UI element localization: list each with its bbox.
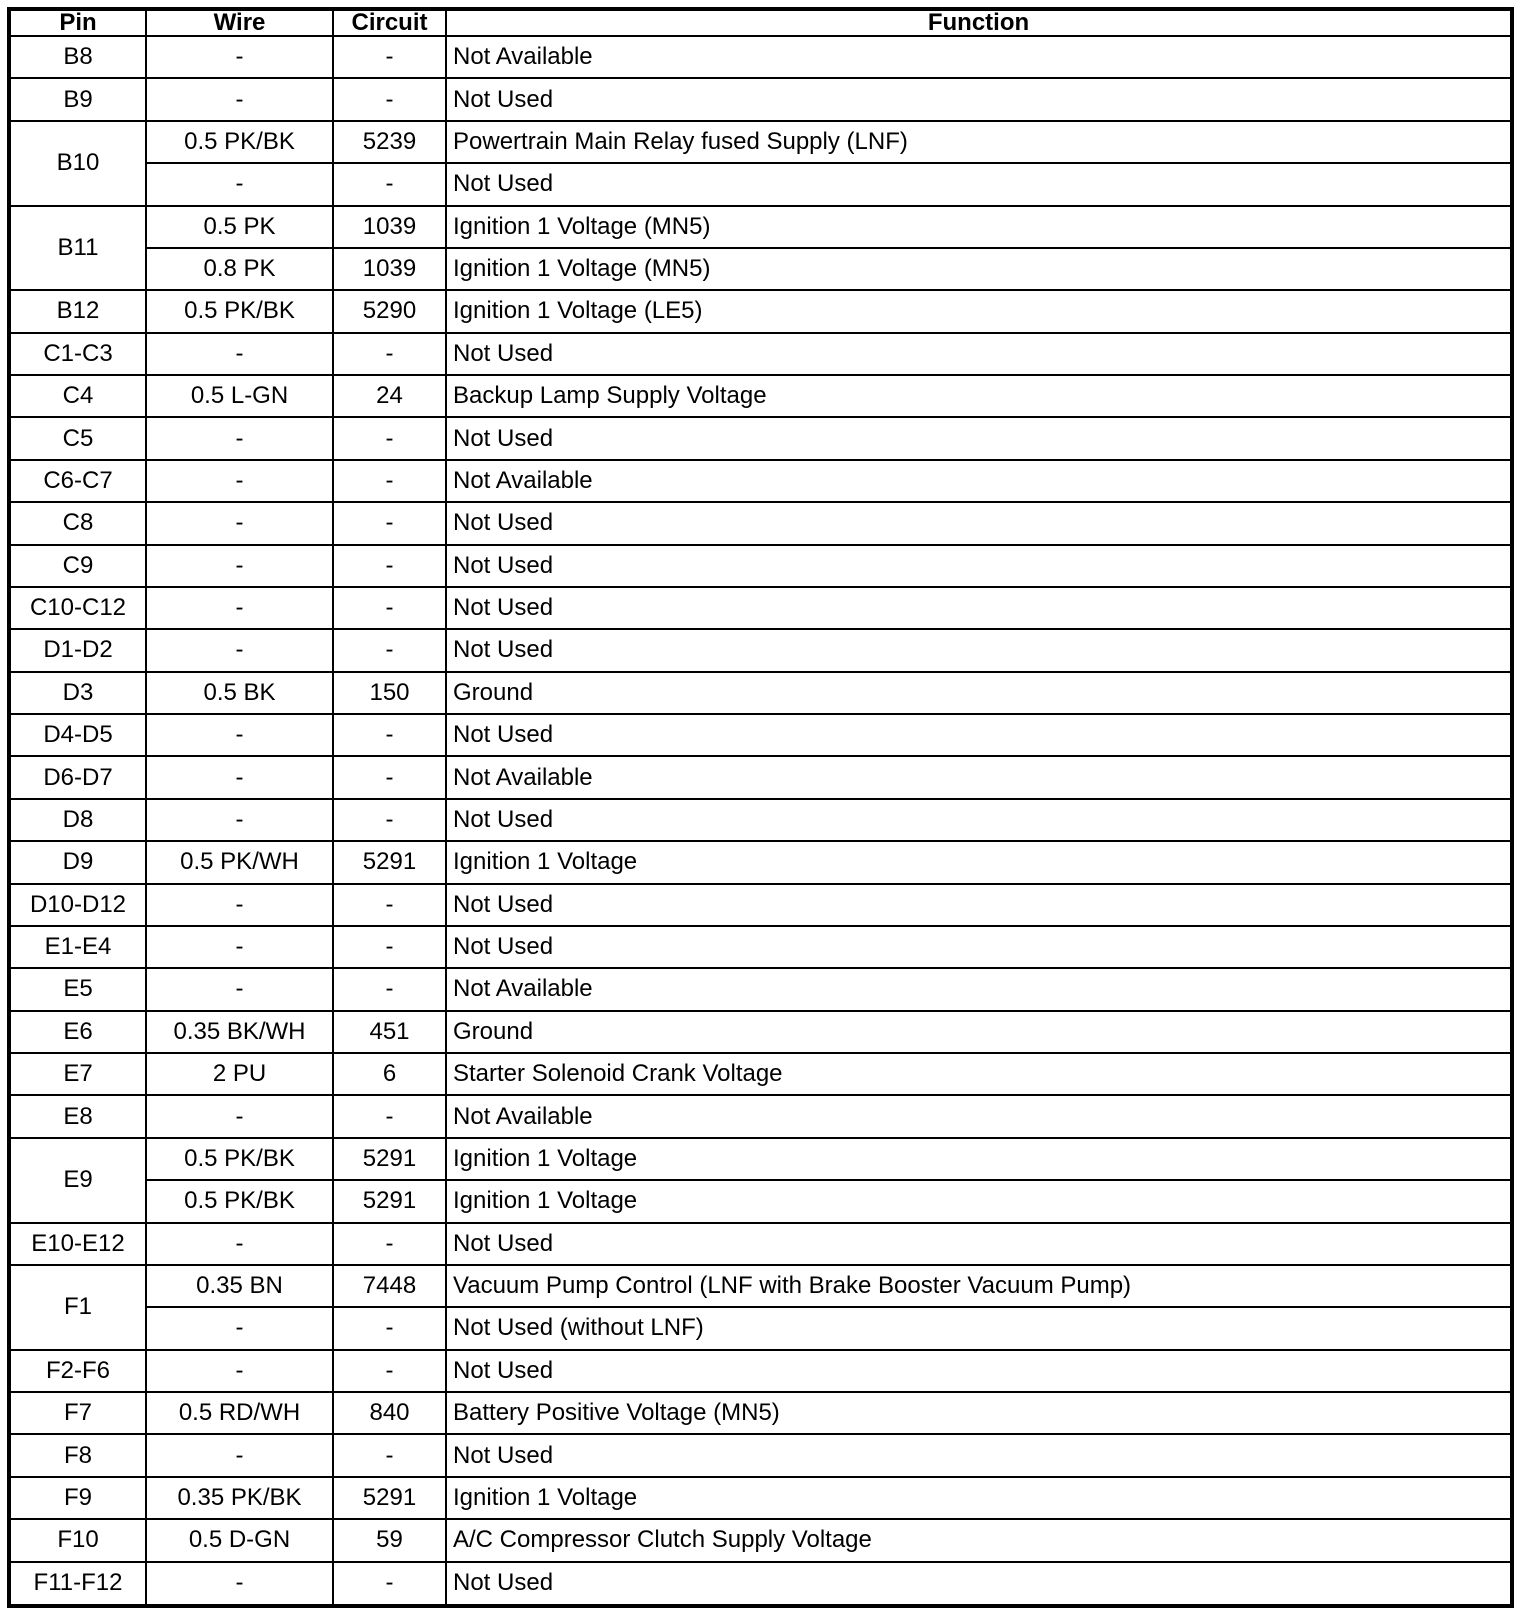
table-row <box>9 884 1512 926</box>
pin-cell: B10 <box>9 121 146 206</box>
wire-cell: - <box>146 926 333 968</box>
table-row <box>9 1477 1512 1519</box>
table-row <box>9 36 1512 78</box>
circuit-cell: 5291 <box>333 1477 446 1519</box>
table-row <box>9 545 1512 587</box>
pin-cell: E10-E12 <box>9 1223 146 1265</box>
wire-cell: 0.5 PK <box>146 206 333 248</box>
circuit-cell: 7448 <box>333 1265 446 1307</box>
circuit-cell: 6 <box>333 1053 446 1095</box>
circuit-cell: - <box>333 545 446 587</box>
wire-cell: 0.5 D-GN <box>146 1519 333 1561</box>
function-cell: Ignition 1 Voltage (LE5) <box>446 290 1512 332</box>
header-row <box>9 9 1512 36</box>
circuit-cell: - <box>333 1223 446 1265</box>
table-row <box>9 799 1512 841</box>
table-row <box>9 163 1512 205</box>
wire-cell: - <box>146 333 333 375</box>
function-cell: Not Used (without LNF) <box>446 1307 1512 1349</box>
function-cell: Not Available <box>446 36 1512 78</box>
circuit-cell: 5291 <box>333 1180 446 1222</box>
pin-cell: D4-D5 <box>9 714 146 756</box>
table-row <box>9 375 1512 417</box>
wire-cell: 0.35 BN <box>146 1265 333 1307</box>
pin-cell: F1 <box>9 1265 146 1350</box>
wire-cell: 0.8 PK <box>146 248 333 290</box>
pin-cell: C4 <box>9 375 146 417</box>
table-row <box>9 629 1512 671</box>
wire-cell: - <box>146 1350 333 1392</box>
pin-cell: E9 <box>9 1138 146 1223</box>
wire-cell: - <box>146 502 333 544</box>
table-row <box>9 1434 1512 1476</box>
circuit-cell: 5239 <box>333 121 446 163</box>
table-row <box>9 1562 1512 1607</box>
function-cell: Ignition 1 Voltage <box>446 1138 1512 1180</box>
function-cell: Not Available <box>446 756 1512 798</box>
table-row <box>9 1307 1512 1349</box>
function-cell: Not Used <box>446 1223 1512 1265</box>
table-row <box>9 248 1512 290</box>
circuit-cell: 150 <box>333 672 446 714</box>
circuit-cell: - <box>333 714 446 756</box>
table-row <box>9 926 1512 968</box>
pin-cell: D10-D12 <box>9 884 146 926</box>
header-pin: Pin <box>9 9 146 36</box>
pin-cell: B12 <box>9 290 146 332</box>
wire-cell: 0.5 BK <box>146 672 333 714</box>
circuit-cell: 5291 <box>333 1138 446 1180</box>
wire-cell: - <box>146 1434 333 1476</box>
pin-cell: C1-C3 <box>9 333 146 375</box>
table-row <box>9 1519 1512 1561</box>
circuit-cell: - <box>333 36 446 78</box>
table-row <box>9 290 1512 332</box>
pin-cell: C6-C7 <box>9 460 146 502</box>
table-row <box>9 1011 1512 1053</box>
wire-cell: - <box>146 36 333 78</box>
wire-cell: 0.5 PK/BK <box>146 1138 333 1180</box>
circuit-cell: - <box>333 1562 446 1607</box>
wire-cell: - <box>146 799 333 841</box>
function-cell: Not Used <box>446 629 1512 671</box>
function-cell: Not Used <box>446 799 1512 841</box>
circuit-cell: - <box>333 926 446 968</box>
pin-table <box>7 7 1514 1608</box>
pin-cell: C5 <box>9 417 146 459</box>
pin-cell: F8 <box>9 1434 146 1476</box>
wire-cell: - <box>146 629 333 671</box>
circuit-cell: - <box>333 163 446 205</box>
function-cell: Ground <box>446 672 1512 714</box>
pin-cell: D1-D2 <box>9 629 146 671</box>
pin-cell: F11-F12 <box>9 1562 146 1607</box>
wire-cell: 0.5 L-GN <box>146 375 333 417</box>
circuit-cell: 1039 <box>333 248 446 290</box>
wire-cell: - <box>146 460 333 502</box>
circuit-cell: - <box>333 333 446 375</box>
circuit-cell: - <box>333 756 446 798</box>
function-cell: Ignition 1 Voltage (MN5) <box>446 248 1512 290</box>
wire-cell: 0.35 BK/WH <box>146 1011 333 1053</box>
table-body <box>9 36 1512 1606</box>
function-cell: Not Available <box>446 1095 1512 1137</box>
function-cell: Ignition 1 Voltage <box>446 1477 1512 1519</box>
header-function: Function <box>446 9 1512 36</box>
pin-cell: E1-E4 <box>9 926 146 968</box>
table-row <box>9 1392 1512 1434</box>
table-row <box>9 121 1512 163</box>
wire-cell: - <box>146 78 333 120</box>
circuit-cell: - <box>333 799 446 841</box>
circuit-cell: - <box>333 1350 446 1392</box>
circuit-cell: - <box>333 460 446 502</box>
wire-cell: 0.5 PK/BK <box>146 121 333 163</box>
circuit-cell: - <box>333 417 446 459</box>
table-row <box>9 333 1512 375</box>
circuit-cell: - <box>333 1434 446 1476</box>
pin-cell: C9 <box>9 545 146 587</box>
function-cell: Powertrain Main Relay fused Supply (LNF) <box>446 121 1512 163</box>
circuit-cell: 5290 <box>333 290 446 332</box>
pin-cell: D6-D7 <box>9 756 146 798</box>
wire-cell: 0.5 PK/BK <box>146 1180 333 1222</box>
circuit-cell: - <box>333 502 446 544</box>
table-row <box>9 1180 1512 1222</box>
wire-cell: - <box>146 417 333 459</box>
table-row <box>9 502 1512 544</box>
table-row <box>9 1138 1512 1180</box>
function-cell: Not Used <box>446 884 1512 926</box>
wire-cell: 0.35 PK/BK <box>146 1477 333 1519</box>
function-cell: Not Used <box>446 1350 1512 1392</box>
wire-cell: - <box>146 1223 333 1265</box>
function-cell: Not Used <box>446 926 1512 968</box>
wire-cell: 2 PU <box>146 1053 333 1095</box>
table-row <box>9 417 1512 459</box>
table-row <box>9 1223 1512 1265</box>
pin-cell: E6 <box>9 1011 146 1053</box>
circuit-cell: - <box>333 968 446 1010</box>
function-cell: Starter Solenoid Crank Voltage <box>446 1053 1512 1095</box>
circuit-cell: - <box>333 587 446 629</box>
table-row <box>9 841 1512 883</box>
pin-cell: F10 <box>9 1519 146 1561</box>
circuit-cell: - <box>333 884 446 926</box>
wire-cell: - <box>146 1307 333 1349</box>
table-header <box>9 9 1512 36</box>
pin-cell: B8 <box>9 36 146 78</box>
circuit-cell: 24 <box>333 375 446 417</box>
wire-cell: - <box>146 587 333 629</box>
function-cell: Not Available <box>446 968 1512 1010</box>
pin-cell: B11 <box>9 206 146 291</box>
wire-cell: - <box>146 884 333 926</box>
function-cell: Not Used <box>446 333 1512 375</box>
header-circuit: Circuit <box>333 9 446 36</box>
pin-cell: D8 <box>9 799 146 841</box>
wire-cell: - <box>146 1562 333 1607</box>
table-row <box>9 1350 1512 1392</box>
circuit-cell: 1039 <box>333 206 446 248</box>
table-row <box>9 587 1512 629</box>
function-cell: Not Used <box>446 78 1512 120</box>
pin-cell: E8 <box>9 1095 146 1137</box>
function-cell: Ignition 1 Voltage <box>446 1180 1512 1222</box>
wire-cell: 0.5 RD/WH <box>146 1392 333 1434</box>
table-row <box>9 1053 1512 1095</box>
function-cell: Not Used <box>446 545 1512 587</box>
circuit-cell: 840 <box>333 1392 446 1434</box>
table-row <box>9 78 1512 120</box>
circuit-cell: 451 <box>333 1011 446 1053</box>
pin-cell: C10-C12 <box>9 587 146 629</box>
function-cell: Not Available <box>446 460 1512 502</box>
wire-cell: 0.5 PK/WH <box>146 841 333 883</box>
wire-cell: - <box>146 1095 333 1137</box>
circuit-cell: 59 <box>333 1519 446 1561</box>
function-cell: Not Used <box>446 163 1512 205</box>
pin-cell: F9 <box>9 1477 146 1519</box>
pin-cell: B9 <box>9 78 146 120</box>
table-row <box>9 1095 1512 1137</box>
circuit-cell: - <box>333 1095 446 1137</box>
pin-cell: F2-F6 <box>9 1350 146 1392</box>
function-cell: Not Used <box>446 417 1512 459</box>
function-cell: A/C Compressor Clutch Supply Voltage <box>446 1519 1512 1561</box>
wire-cell: - <box>146 545 333 587</box>
pin-cell: C8 <box>9 502 146 544</box>
pin-cell: E7 <box>9 1053 146 1095</box>
function-cell: Not Used <box>446 1434 1512 1476</box>
circuit-cell: 5291 <box>333 841 446 883</box>
function-cell: Not Used <box>446 587 1512 629</box>
wire-cell: - <box>146 968 333 1010</box>
table-row <box>9 672 1512 714</box>
function-cell: Not Used <box>446 1562 1512 1607</box>
circuit-cell: - <box>333 1307 446 1349</box>
function-cell: Ignition 1 Voltage (MN5) <box>446 206 1512 248</box>
table-row <box>9 1265 1512 1307</box>
wire-cell: - <box>146 756 333 798</box>
table-row <box>9 968 1512 1010</box>
table-row <box>9 460 1512 502</box>
function-cell: Backup Lamp Supply Voltage <box>446 375 1512 417</box>
pin-cell: E5 <box>9 968 146 1010</box>
table-row <box>9 756 1512 798</box>
function-cell: Ground <box>446 1011 1512 1053</box>
pin-cell: F7 <box>9 1392 146 1434</box>
function-cell: Not Used <box>446 502 1512 544</box>
table-row <box>9 714 1512 756</box>
pin-cell: D9 <box>9 841 146 883</box>
function-cell: Not Used <box>446 714 1512 756</box>
function-cell: Battery Positive Voltage (MN5) <box>446 1392 1512 1434</box>
wire-cell: 0.5 PK/BK <box>146 290 333 332</box>
function-cell: Vacuum Pump Control (LNF with Brake Booster Vacuum Pump) <box>446 1265 1512 1307</box>
pin-cell: D3 <box>9 672 146 714</box>
wire-cell: - <box>146 163 333 205</box>
function-cell: Ignition 1 Voltage <box>446 841 1512 883</box>
table-row <box>9 206 1512 248</box>
circuit-cell: - <box>333 78 446 120</box>
wire-cell: - <box>146 714 333 756</box>
header-wire: Wire <box>146 9 333 36</box>
circuit-cell: - <box>333 629 446 671</box>
